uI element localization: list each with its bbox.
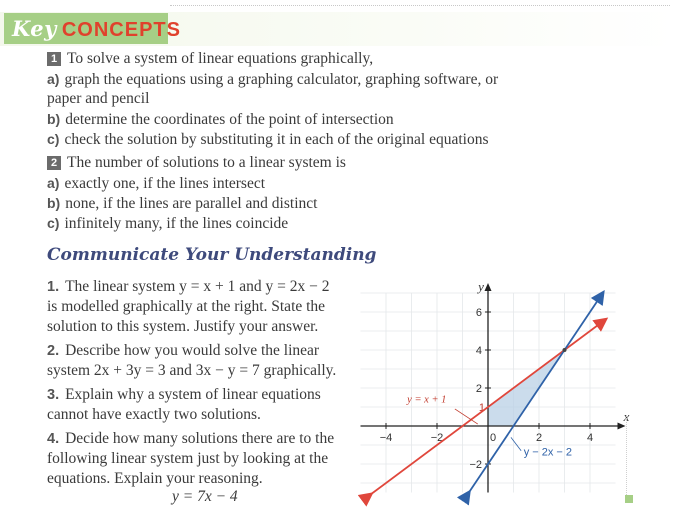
right-dotted-rule <box>626 415 627 495</box>
series-2-leader <box>511 437 521 450</box>
concept-1b-label: b) <box>47 111 61 127</box>
question-3-line-2: cannot have exactly two solutions. <box>47 406 261 423</box>
x-tick-label: −2 <box>430 432 444 444</box>
concept-2a-line <box>47 173 265 194</box>
concept-2-text: The number of solutions to a linear system is <box>67 154 346 171</box>
key-word: Key <box>12 16 57 41</box>
concept-1a-label: a) <box>47 71 60 87</box>
origin-label: 0 <box>489 432 497 444</box>
concept-1-text: To solve a system of linear equations graphically, <box>67 50 374 67</box>
concept-1c-text: check the solution by substituting it in each of the original equations <box>64 131 489 148</box>
y-tick-label: 2 <box>475 383 482 395</box>
concept-2-line <box>47 153 346 173</box>
question-4-number: 4. <box>47 431 60 447</box>
question-2-number: 2. <box>47 343 60 359</box>
concept-2c-label: c) <box>47 215 60 231</box>
question-4-equation: y = 7x − 4 <box>172 488 238 505</box>
concept-2a-label: a) <box>47 175 60 191</box>
x-tick-label: 4 <box>586 432 594 444</box>
concept-2-number-box: 2 <box>47 156 61 170</box>
concept-1b-line <box>47 109 394 130</box>
question-2-line-1 <box>47 341 319 361</box>
concept-2c-line <box>47 213 288 234</box>
key-concepts-title <box>12 14 181 44</box>
y-tick-label: 6 <box>475 307 482 319</box>
question-1-number: 1. <box>47 279 60 295</box>
concept-1-line <box>47 49 373 69</box>
question-3-text-1: Explain why a system of linear equations <box>65 386 321 403</box>
y-tick-label: 4 <box>475 345 482 357</box>
question-4-text-1: Decide how many solutions there are to the <box>65 430 335 447</box>
question-1-line-3: solution to this system. Justify your answer. <box>47 318 319 335</box>
series-line-2 <box>469 293 603 493</box>
concept-1a-text: graph the equations using a graphing calculator, graphing software, or <box>64 71 499 88</box>
x-axis-label: x <box>623 409 630 424</box>
concepts-word: CONCEPTS <box>61 19 181 41</box>
question-3-number: 3. <box>47 387 60 403</box>
question-1-line-1 <box>47 277 330 297</box>
concept-2b-line <box>47 193 317 214</box>
y-tick-label: −2 <box>469 459 482 471</box>
concept-1c-label: c) <box>47 131 60 147</box>
x-tick-label: 2 <box>535 432 543 444</box>
concept-1c-line <box>47 129 488 150</box>
concept-1b-text: determine the coordinates of the point of intersection <box>65 111 394 128</box>
question-4-line-1 <box>47 429 334 449</box>
x-tick-label: −4 <box>379 432 393 444</box>
concept-2b-label: b) <box>47 195 61 211</box>
series-2-label: y − 2x − 2 <box>523 446 573 459</box>
question-2-line-2: system 2x + 3y = 3 and 3x − y = 7 graphically. <box>47 362 337 379</box>
question-4-line-2: following linear system just by looking at the <box>47 450 329 467</box>
series-1-label: y = x + 1 <box>407 394 447 406</box>
communicate-heading: Communicate Your Understanding <box>47 245 377 265</box>
concept-2a-text: exactly one, if the lines intersect <box>64 175 266 192</box>
top-dotted-rule <box>170 5 670 6</box>
question-3-line-1 <box>47 385 321 405</box>
intersection-point <box>563 348 567 352</box>
question-1-line-2: is modelled graphically at the right. State the <box>47 298 326 315</box>
linear-system-graph <box>379 276 630 476</box>
corner-marker <box>625 495 633 503</box>
concept-1-number-box: 1 <box>47 52 61 66</box>
concept-1a-line <box>47 69 498 90</box>
question-1-text-1: The linear system y = x + 1 and y = 2x − 2 <box>65 278 330 295</box>
question-4-line-3: equations. Explain your reasoning. <box>47 470 263 487</box>
concept-1a-continuation <box>47 89 149 109</box>
y-intercept-label: 1 <box>478 402 485 414</box>
concept-2c-text: infinitely many, if the lines coincide <box>64 215 289 232</box>
y-axis-arrow <box>485 283 492 291</box>
concept-2b-text: none, if the lines are parallel and distinct <box>65 195 318 212</box>
concept-1a-text-2: paper and pencil <box>47 90 150 107</box>
question-2-text-1: Describe how you would solve the linear <box>65 342 320 359</box>
y-axis-label: y <box>478 279 484 294</box>
